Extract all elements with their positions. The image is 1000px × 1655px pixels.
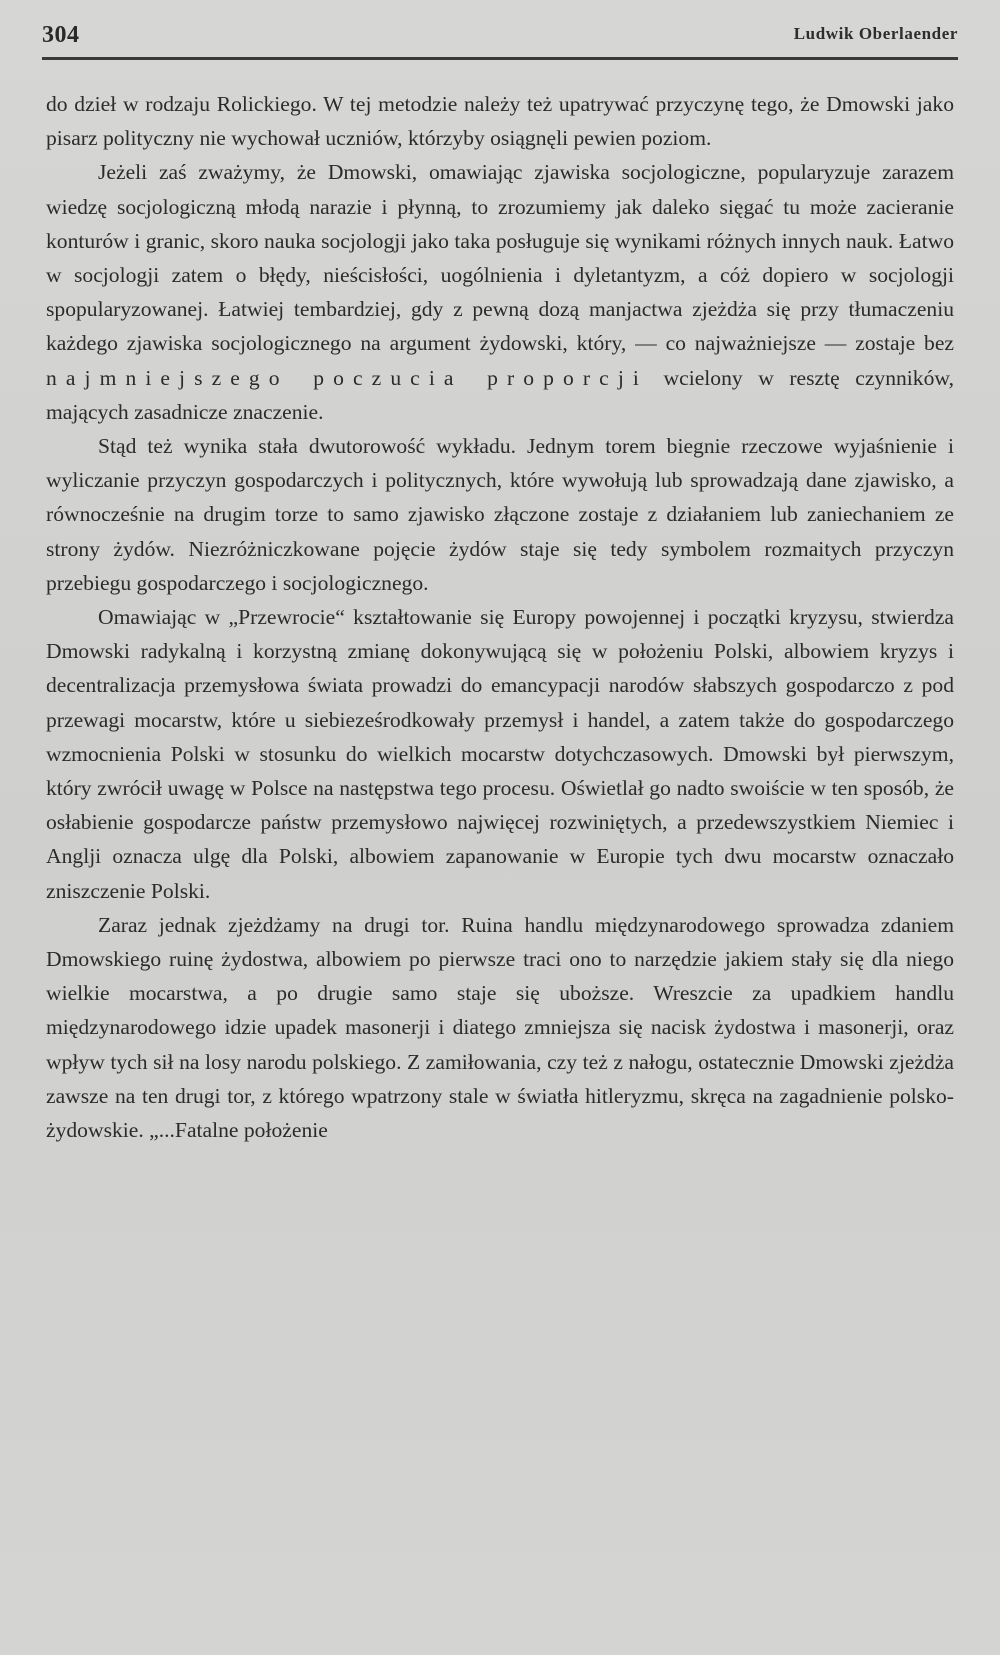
paragraph-4: Omawiając w „Przewrocie“ kształtowanie się Europy powojennej i początki kryzysu, stwierdza Dmowski radykalną i korzystną zmianę dokonywującą się w położeniu Polski, albowiem kryzys i decentralizacja przemysłowa świata prowadzi do emancypacji narodów słabszych gospodarczo z pod przewagi mocarstw, które u siebieześrodkowały przemysł i handel, a zatem także do gospodarczego wzmocnienia Polski w stosunku do wielkich mocarstw dotychczasowych. Dmowski był pierwszym, który zwrócił uwagę w Polsce na następstwa tego procesu. Oświetlał go nadto swoiście w ten sposób, że osłabienie gospodarcze państw przemysłowo najwięcej rozwiniętych, a przedewszystkiem Niemiec i Anglji oznacza ulgę dla Polski, albowiem zapanowanie w Europie tych dwu mocarstw oznaczało zniszczenie Polski. xyxy=(46,605,954,903)
paragraph-2-text-a: Jeżeli zaś zważymy, że Dmowski, omawiając zjawiska socjologiczne, popularyzuje zarazem wiedzę socjologiczną młodą narazie i płynną, to zrozumiemy jak daleko sięgać tu może zacieranie konturów i granic, skoro nauka socjologji jako taka posługuje się wynikami różnych innych nauk. Łatwo w socjologji zatem o błędy, nieścisłości, uogólnienia i dyletantyzm, a cóż dopiero w socjologji spopularyzowanej. Łatwiej tembardziej, gdy z pewną dozą manjactwa zjeżdża się przy tłumaczeniu każdego zjawiska socjologicznego na argument żydowski, który, — co najważniejsze — zostaje bez xyxy=(46,160,954,356)
body-text xyxy=(46,87,954,1147)
paragraph-2 xyxy=(46,155,954,429)
page-number: 304 xyxy=(42,22,80,48)
paragraph-1: do dzieł w rodzaju Rolickiego. W tej metodzie należy też upatrywać przyczynę tego, że Dmowski jako pisarz polityczny nie wychował uczniów, którzyby osiągnęli pewien poziom. xyxy=(46,92,954,151)
paragraph-5: Zaraz jednak zjeżdżamy na drugi tor. Ruina handlu międzynarodowego sprowadza zdaniem Dmowskiego ruinę żydostwa, albowiem po pierwsze traci ono to narzędzie jakiem stały się dla niego wielkie mocarstwa, a po drugie samo staje się uboższe. Wreszcie za upadkiem handlu międzynarodowego idzie upadek masonerji i diatego zmniejsza się nacisk żydostwa i masonerji, oraz wpływ tych sił na losy narodu polskiego. Z zamiłowania, czy też z nałogu, ostatecznie Dmowski zjeżdża zawsze na ten drugi tor, z którego wpatrzony stale w światła hitleryzmu, skręca na zagadnienie polsko-żydowskie. „...Fatalne położenie xyxy=(46,912,954,1143)
page-header xyxy=(42,22,958,52)
paragraph-3: Stąd też wynika stała dwutorowość wykładu. Jednym torem biegnie rzeczowe wyjaśnienie i wyliczanie przyczyn gospodarczych i politycznych, które wywołują lub sprowadzają dane zjawisko, a równocześnie na drugim torze to samo zjawisko złączone zostaje z działaniem lub zaniechaniem ze strony żydów. Niezróżniczkowane pojęcie żydów staje się tedy symbolem rozmaitych przyczyn przebiegu gospodarczego i socjologicznego. xyxy=(46,434,954,595)
paragraph-2-text-b: wcielony w resztę czynników, mających zasadnicze znaczenie. xyxy=(46,365,954,424)
spaced-emphasis: najmniejszego poczucia proporcji xyxy=(46,365,648,390)
header-rule xyxy=(42,57,958,60)
running-head: Ludwik Oberlaender xyxy=(793,24,958,43)
